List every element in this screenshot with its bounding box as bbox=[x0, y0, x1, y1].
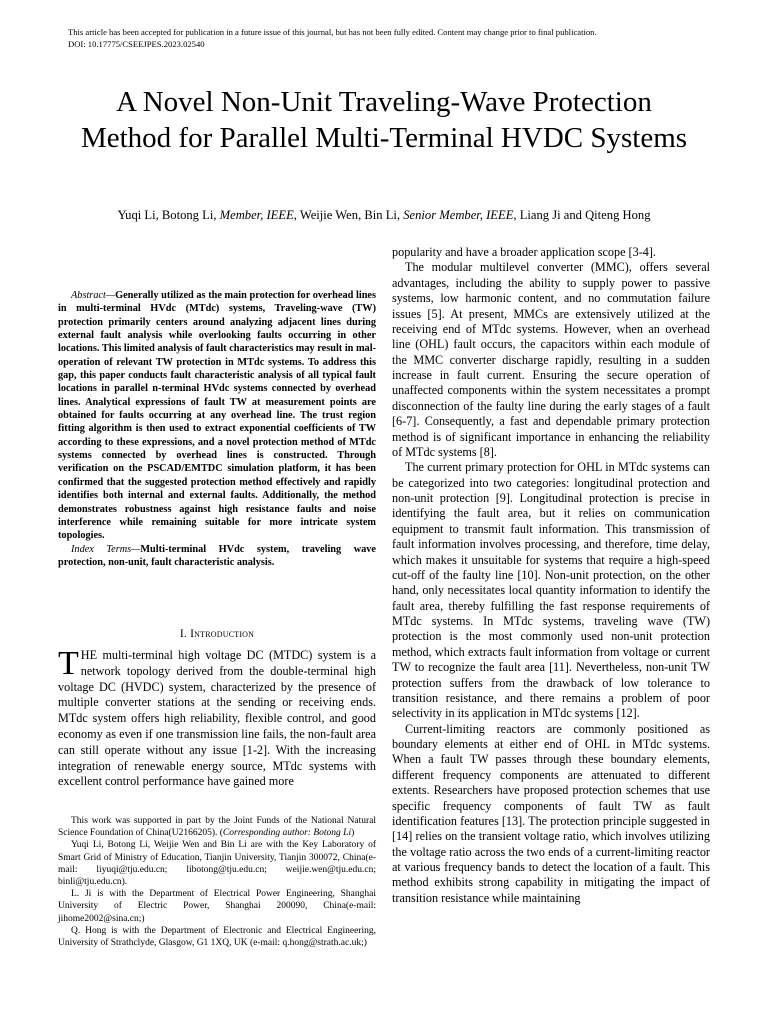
author-role-1: Member, IEEE bbox=[219, 208, 294, 222]
author-names-3: , Liang Ji and Qiteng Hong bbox=[513, 208, 651, 222]
corresponding-author: Corresponding author: Botong Li bbox=[222, 828, 352, 839]
paper-title: A Novel Non-Unit Traveling-Wave Protection Method for Parallel Multi-Terminal HVDC Systems bbox=[80, 86, 688, 154]
footnote-affiliation-strathclyde: Q. Hong is with the Department of Electronic and Electrical Engineering, University of Strathclyde, Glasgow, G1 1XQ, UK (e-mail: q.hong@strath.ac.uk;) bbox=[58, 925, 376, 949]
footnote-funding bbox=[58, 815, 376, 839]
right-paragraph-primary-protection: The current primary protection for OHL in MTdc systems can be categorized into two categories: longitudinal protection and non-unit protection [9]. Longitudinal protection is precise in identifying the fault area, but it relies on communication equipment to transmit fault information. This transmission of fault information involves processing, and therefore, time delay, which makes it unsuitable for systems that require a high-speed cut-off of the faulty line [10]. Non-unit protection, on the other hand, only necessitates local quantity information to identify the fault area, thereby fulfilling the fast response requirements of MTdc systems. In MTdc systems, traveling wave (TW) protection is the most commonly used non-unit protection method, which extracts fault information from voltage or current TW to recognize the fault area [11]. Nevertheless, non-unit TW protection suffers from the drawback of low tolerance to transition resistance, and there remains a problem of poor selectivity in its application in MTdc systems [12]. bbox=[392, 460, 710, 721]
intro-paragraph bbox=[58, 645, 376, 790]
abstract-text: Generally utilized as the main protection for overhead lines in multi-terminal HVdc (MTdc) systems, Traveling-wave (TW) protection primarily centers around analyzing adjacent lines during external fault analysis while overlooking faults occurring in other locations. This limited analysis of fault characteristics may result in mal-operation of relevant TW protection in MTdc systems. To address this gap, this paper conducts fault characteristic analysis of all typical fault locations in parallel n-terminal HVdc systems connected by overhead lines. Analytical expressions of fault TW at measurement points are obtained for faults occurring at any overhead line. The trust region fitting algorithm is then used to extract exponential coefficients of TW according to these expressions, and a novel protection method of MTdc systems connected by overhead lines is constructed. Through verification on the PSCAD/EMTDC simulation platform, it has been confirmed that the suggested protection method effectively and rapidly identifies both internal and external faults. Additionally, the method demonstrates robustness against high resistance faults and noise interference while remaining suitable for more intricate system topologies. bbox=[58, 290, 376, 542]
right-column-text bbox=[392, 245, 710, 906]
index-terms-text: Multi-terminal HVdc system, traveling wave protection, non-unit, fault characteristic analysis. bbox=[58, 543, 376, 568]
abstract-paragraph bbox=[58, 289, 376, 543]
footnote-funding-text: This work was supported in part by the Joint Funds of the National Natural Science Foundation of China(U2166205). ( bbox=[58, 816, 376, 839]
author-list bbox=[80, 207, 688, 224]
introduction-text bbox=[58, 645, 376, 790]
author-names-2: , Weijie Wen, Bin Li, bbox=[293, 208, 404, 222]
footnotes-block bbox=[58, 815, 376, 949]
intro-body: multi-terminal high voltage DC (MTDC) system is a network topology derived from the double-terminal high voltage DC (HVDC) system, characterized by the presence of multiple converter stations at the sending or receiving ends. MTdc system offers high reliability, flexible control, and good economy as even if one transmission line fails, the non-fault area can still operate without any issue [1-2]. With the increasing integration of renewable energy source, MTdc systems with excellent control performance have gained more bbox=[58, 648, 376, 789]
index-terms-lead: Index Terms— bbox=[71, 543, 141, 555]
intro-first-word: HE bbox=[80, 648, 98, 662]
right-paragraph-mmc: The modular multilevel converter (MMC), offers several advantages, including the ability to supply power to passive systems, low harmonic content, and no commutation failure issues [5]. At present, MMCs are extensively utilized at the receiving end of MTdc systems. However, when an overhead line (OHL) fault occurs, the capacitors within each module of the MMC converter discharge rapidly, resulting in a sudden increase in fault current. Ensuring the secure operation of unaffected components within the system necessitates a prompt disconnection of the faulty line during the early stages of a fault [6-7]. Consequently, a fast and dependable primary protection method is of significant importance in enhancing the reliability of MTdc systems [8]. bbox=[392, 260, 710, 459]
drop-cap: T bbox=[58, 645, 79, 682]
index-terms-paragraph bbox=[58, 543, 376, 570]
doi-text: DOI: 10.17775/CSEEJPES.2023.02540 bbox=[68, 39, 205, 49]
right-paragraph-current-limiting: Current-limiting reactors are commonly positioned as boundary elements at either end of OHL in MTdc systems. When a fault TW passes through these boundary elements, different frequency components are attenuated to different extents. Researchers have proposed protection schemes that use specific frequency components of fault TW as fault identification features [13]. The protection principle suggested in [14] relies on the transient voltage ratio, which involves utilizing the voltage ratio across the two ends of a current-limiting reactor at various frequency bands to detect the location of a fault. This method exhibits strong capability in mitigating the impact of transition resistance while maintaining bbox=[392, 721, 710, 905]
footnote-affiliation-shiep: L. Ji is with the Department of Electrical Power Engineering, Shanghai University of Electric Power, Shanghai 200090, China(e-mail: jihome2002@sina.cn;) bbox=[58, 889, 376, 924]
footnote-funding-close: ) bbox=[351, 828, 355, 839]
notice-text: This article has been accepted for publication in a future issue of this journal, but has not been fully edited. Content may change prior to final publication. bbox=[68, 27, 597, 37]
author-names-1: Yuqi Li, Botong Li, bbox=[117, 208, 220, 222]
abstract-block bbox=[58, 289, 376, 569]
section-heading-introduction: I. Introduction bbox=[179, 627, 255, 640]
abstract-lead: Abstract— bbox=[71, 290, 116, 301]
publication-notice bbox=[68, 26, 708, 50]
right-paragraph-continuation: popularity and have a broader application scope [3-4]. bbox=[392, 245, 656, 259]
author-role-2: Senior Member, IEEE bbox=[403, 208, 514, 222]
footnote-affiliation-tju: Yuqi Li, Botong Li, Weijie Wen and Bin Li are with the Key Laboratory of Smart Grid of Ministry of Education, Tianjin University, Tianjin 300072, China(e-mail: liyuqi@tju.edu.cn; libotong@tju.edu.cn; weijie.wen@tju.edu.cn; binli@tju.edu.cn). bbox=[58, 840, 376, 888]
